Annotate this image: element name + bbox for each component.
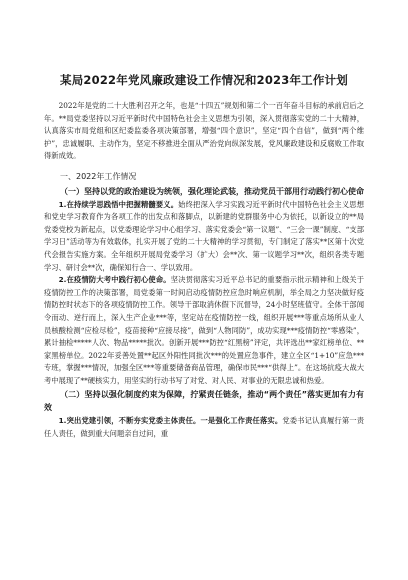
paragraph-lead: 1.突出党建引领，不断夯实党委主体责任。 [58, 416, 201, 426]
intro-paragraph: 2022年是党的二十大胜利召开之年，也是“十四五”规划和第二个一百年奋斗目标的承前启后之年。**局党委坚持以习近平新时代中国特色社会主义思想为引领，深入贯彻落实党的二十大精神，认真落实市局党组和区纪委监委各项决策部署，增强“四个意识”，坚定“四个自信”，做到“两个维护”，忠诚履职、主动作为，坚定不移推进全面从严治党向纵深发展，党风廉政建设和反腐败工作取得新成效。 [44, 101, 364, 161]
spacer [44, 163, 364, 168]
paragraph-party-building [44, 415, 364, 440]
paragraph-body: 党委书记认真履行第一责任人责任，做到重大问题亲自过问，重 [44, 416, 364, 439]
section-heading: 一、2022年工作情况 [60, 171, 137, 181]
subsection-heading-2: （二）坚持以强化制度约束为保障，拧紧责任链条，推动“两个责任”落实更加有力有效 [44, 390, 364, 413]
paragraph-lead: 1.在持续学思践悟中把握精髓要义。 [58, 199, 179, 209]
paragraph-body: 始终把深入学习实践习近平新时代中国特色社会主义思想和党史学习教育作为各项工作的出发点和落脚点，以新建的党群服务中心为依托，以新设立的**局党委党校为新起点，以党委理论学习中心组学习、落实党委会“第一议题”、“三会一课”制度、“支部学习日”活动等为有效载体，扎实开展了党的二十大精神的学习贯彻，专门制定了落实**区第十次党代会报告实施方案。全年组织开展局党委学习（扩大）会**次、第一议题学习**次，组织各类专题学习、研讨会**次，确保知行合一、学以致用。 [44, 199, 364, 272]
paragraph-lead: 2.在疫情防大考中践行初心使命。 [58, 275, 171, 285]
paragraph-lead-tail: 一是强化工作责任落实。 [200, 416, 283, 426]
document-title: 某局2022年党风廉政建设工作情况和2023年工作计划 [60, 73, 348, 87]
paragraph-study [44, 199, 364, 275]
paragraph-epidemic [44, 274, 364, 387]
subsection-heading-1: （一）坚持以党的政治建设为统领，强化理论武装，推动党员干部用行动践行初心使命 [60, 186, 364, 196]
paragraph-body: 坚决贯彻落实习近平总书记的重要指示批示精神和上级关于疫情防控工作的决策部署，局党委第一时间启动疫情防控应急时响应机制，举全局之力坚决做好疫情防控时状态下的各项疫情防控工作。领导干部取消休假下沉督导，24小时坚班值守。全体干部闻令而动、逆行而上，深入生产企业***等，坚定站在疫情防控一线，组织开展***等重点场所从业人员核酸检测“应检尽检”，疫苗接种“应接尽接”，做到“人物同防”，成功实现***疫情防控“零感染”，累计抽检*****人次、物品*****批次。创新开展***防控“红黑榜”评定，共评选出**家红榜单位、**家黑榜单位。2022年妥善处置**起区外阳性同批次***的处置应急事件，建立全区“1+10”应急***专班，掌握***情况，加强全区***等重要储备商品管理，确保市民***“供得上”。在这场抗疫大战大考中展现了**硬核实力，用坚实的行动书写了对党、对人民、对事业的无限忠诚和热爱。 [44, 275, 364, 385]
